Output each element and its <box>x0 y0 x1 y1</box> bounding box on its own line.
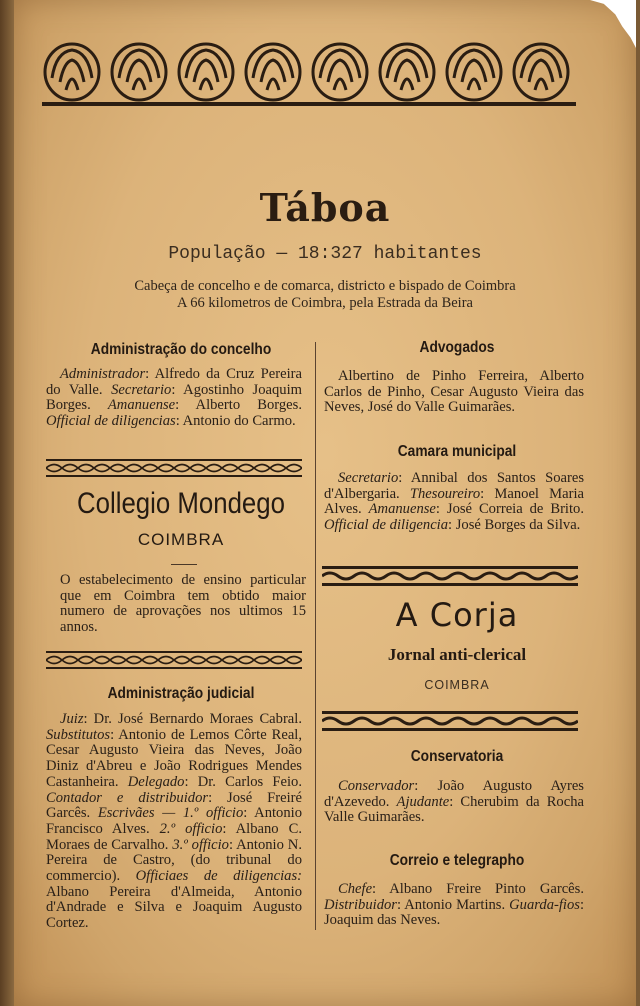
admin-concelho-text: Administrador: Alfredo da Cruz Pereira do Valle. Secretario: Agostinho Joaquim Borges. Amanuense: Alberto Borges. Official de diligencias: Antonio do Carmo. <box>46 366 303 430</box>
page-title: Táboa <box>259 185 391 230</box>
correio-text: Chefe: Albano Freire Pinto Garcês. Distribuidor: Antonio Martins. Guarda-fios: Joaquim das Neves. <box>324 881 584 929</box>
collegio-city: COIMBRA <box>137 530 225 549</box>
ornamental-border-2 <box>46 650 302 670</box>
conservatoria-text: Conservador: João Augusto Ayres d'Azevedo. Ajudante: Cherubim da Rocha Valle Guimarães. <box>324 778 584 826</box>
collegio-description: O estabelecimento de ensino particular que em Coimbra tem obtido maior numero de aprovações nos ultimos 15 annos. <box>60 572 306 636</box>
subtitle <box>14 278 636 312</box>
decorative-header-ornament <box>42 38 576 110</box>
book-spine <box>0 0 14 1006</box>
short-rule <box>171 564 197 565</box>
subtitle-line-2: A 66 kilometros de Coimbra, pela Estrada da Beira <box>177 295 473 311</box>
admin-judicial-text: Juiz: Dr. José Bernardo Moraes Cabral. Substitutos: Antonio de Lemos Côrte Real, Cesar Augusto Vieira das Neves, João Diniz d'Abreu e João Rodrigues Mendes Castanheira. Delegado: Dr. Carlos Feio. Contador e distribuidor: José Freiré Garcês. Escrivães — 1.º officio: Antonio Francisco Alves. 2.º officio: Albano C. Moraes de Carvalho. 3.º officio: Antonio N. Pereira de Castro, (do tribunal do commercio). Officiaes de diligencias: Albano Pereira d'Almeida, Antonio d'Andrade e Silva e Joaquim Augusto Cortez. <box>46 711 303 932</box>
camara-text: Secretario: Annibal dos Santos Soares d'Albergaria. Thesoureiro: Manoel Maria Alves. Amanuense: José Correia de Brito. Official de diligencia: José Borges da Silva. <box>324 470 585 534</box>
corja-city: COIMBRA <box>424 678 490 692</box>
ornamental-border-1 <box>46 458 302 478</box>
conservatoria-heading: Conservatoria <box>410 748 504 765</box>
torn-corner <box>590 0 636 48</box>
corja-title: A Corja <box>395 596 519 634</box>
advogados-heading: Advogados <box>419 339 495 356</box>
subtitle-line-1: Cabeça de concelho e de comarca, districto e bispado de Coimbra <box>134 278 516 294</box>
advogados-text: Albertino de Pinho Ferreira, Alberto Carlos de Pinho, Cesar Augusto Vieira das Neves, José do Valle Guimarães. <box>324 368 584 416</box>
camara-heading: Camara municipal <box>397 443 517 460</box>
column-divider <box>315 342 316 930</box>
ornamental-wave-1 <box>322 566 578 586</box>
admin-concelho-heading: Administração do concelho <box>90 341 272 358</box>
collegio-name: Collegio Mondego <box>77 487 285 520</box>
ornamental-wave-2 <box>322 711 578 731</box>
page <box>14 0 636 1006</box>
admin-judicial-heading: Administração judicial <box>107 685 255 702</box>
corja-subtitle: Jornal anti-clerical <box>387 645 527 664</box>
correio-heading: Correio e telegrapho <box>389 852 525 869</box>
population-line: População — 18:327 habitantes <box>168 244 482 264</box>
